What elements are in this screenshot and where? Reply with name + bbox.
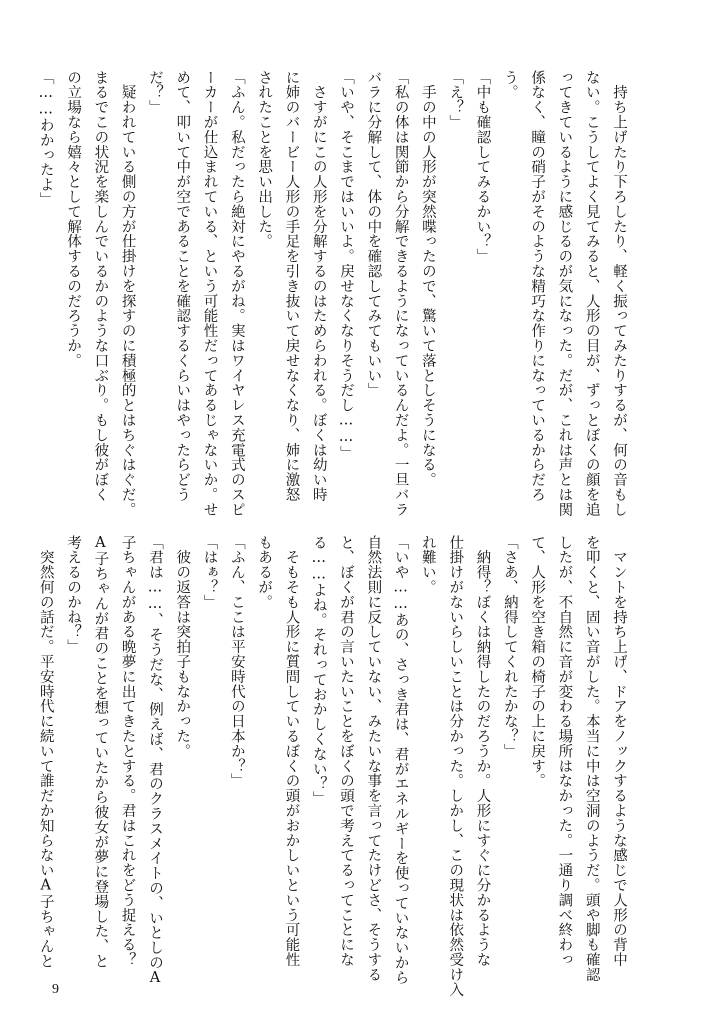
text-line: の立場なら嬉々として解体するのだろうか。 xyxy=(65,70,82,368)
text-line: めて、叩いて中が空であることを確認するくらいはやったらどう xyxy=(174,70,191,503)
text-line: 「ふん、ここは平安時代の日本か？」 xyxy=(228,535,245,789)
text-line: 「……わかったよ」 xyxy=(37,70,54,208)
text-line: 持ち上げたり下ろしたり、軽く振ってみたりするが、何の音もし xyxy=(611,70,627,517)
text-line: 係なく、瞳の硝子がそのような精巧な作りになっているからだろ xyxy=(529,70,546,503)
text-line: に姉のバービー人形の手足を引き抜いて戻せなくなり、姉に激怒 xyxy=(283,70,300,503)
text-line: 納得？ぼくは納得したのだろうか。人形にすぐに分かるような xyxy=(474,535,491,968)
text-line: 「さあ、納得してくれたかな？」 xyxy=(501,535,518,759)
text-line: 疑われている側の方が仕掛けを探すのに積極的とはちぐはぐだ。 xyxy=(119,70,136,517)
text-line: A子ちゃんが君のことを想っていたから彼女が夢に登場した、と xyxy=(92,535,109,969)
text-line: バラに分解して、体の中を確認してみてもいい」 xyxy=(365,70,382,398)
text-line: 仕掛けがないらしいことは分かった。しかし、この現状は依然受け入 xyxy=(447,535,464,997)
text-line: う。 xyxy=(501,70,518,100)
text-line: ーカーが仕込まれている、という可能性だってあるじゃないか。せ xyxy=(201,70,218,517)
text-line: 「はぁ？」 xyxy=(201,535,218,610)
text-line: ない。こうしてよく見てみると、人形の目が、ずっとぼくの顔を追 xyxy=(583,70,600,517)
text-line: したが、不自然に音が変わる場所はなかった。一通り調べ終わっ xyxy=(556,535,573,968)
text-line: されたことを思い出した。 xyxy=(256,70,273,249)
text-line: 「いや、そこまではいいよ。戻せなくなりそうだし……」 xyxy=(338,70,355,461)
text-line: と、ぼくが君の言いたいことをぼくの頭で考えてるってことにな xyxy=(338,535,355,968)
text-block-top xyxy=(37,70,632,517)
text-line: て、人形を空き箱の椅子の上に戻す。 xyxy=(529,535,546,789)
text-line: もあるが。 xyxy=(256,535,273,610)
text-line: 彼の返答は突拍子もなかった。 xyxy=(174,535,191,759)
text-line: ってきているように感じるのが気になった。だが、これは声とは関 xyxy=(556,70,573,517)
text-line: れ難い。 xyxy=(419,535,436,595)
text-line: 「私の体は関節から分解できるようになっているんだよ。一旦バラ xyxy=(392,70,409,517)
text-line: 「いや……あの、さっき君は、君がエネルギーを使っていないから xyxy=(392,535,409,985)
text-line: る……よね。それっておかしくない？」 xyxy=(310,535,327,807)
text-line: 自然法則に反していない、みたいな事を言ってたけどさ、そうする xyxy=(365,535,382,982)
text-line: 手の中の人形が突然喋ったので、驚いて落としそうになる。 xyxy=(419,70,436,488)
text-line: 「ふん。私だったら絶対にやるがね。実はワイヤレス充電式のスピ xyxy=(228,70,245,517)
text-line: 「中も確認してみるかい？」 xyxy=(474,70,491,264)
text-line: 突然何の話だ。平安時代に続いて誰だか知らないA子ちゃんと xyxy=(37,535,54,969)
text-line: だ？」 xyxy=(146,70,163,115)
page-number: 9 xyxy=(52,982,59,997)
text-line: 「え？」 xyxy=(447,70,464,130)
text-line: マントを持ち上げ、ドアをノックするような感じで人形の背中 xyxy=(611,535,627,968)
text-block-bottom xyxy=(37,535,632,997)
text-line: そもそも人形に質問しているぼくの頭がおかしいという可能性 xyxy=(283,535,300,968)
text-line: 子ちゃんがある晩夢に出てきたとする。君はこれをどう捉える？ xyxy=(119,535,136,968)
text-line: を叩くと、固い音がした。本当に中は空洞のようだ。頭や脚も確認 xyxy=(583,535,600,982)
text-line: 考えるのかね？」 xyxy=(65,535,82,655)
text-line: 「君は……、そうだな、例えば、君のクラスメイトの、いとしのA xyxy=(146,535,163,987)
text-line: まるでこの状況を楽しんでいるかのような口ぶり。もし彼がぼく xyxy=(92,70,109,503)
text-line: さすがにこの人形を分解するのはためらわれる。ぼくは幼い時 xyxy=(310,70,327,503)
